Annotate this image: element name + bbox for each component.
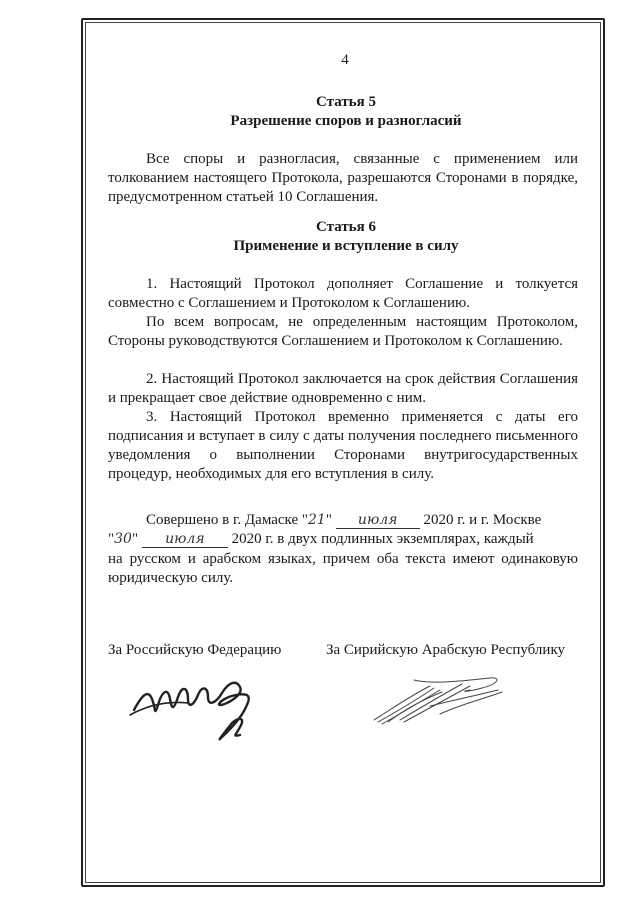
article6-paragraph-2: По всем вопросам, не определенным настоящим Протоколом, Стороны руководствуются Соглашением и Протоколом к Соглашению.	[108, 314, 578, 349]
signature-label-syria: За Сирийскую Арабскую Республику	[326, 642, 566, 658]
closing-line-1	[146, 512, 541, 529]
article6-paragraph-1: 1. Настоящий Протокол дополняет Соглашение и толкуется совместно с Соглашением и Протоколом к Соглашению.	[108, 276, 578, 311]
article6-subtitle: Применение и вступление в силу	[233, 238, 459, 254]
closing-rest: на русском и арабском языках, причем оба текста имеют одинаковую юридическую силу.	[108, 551, 578, 586]
article6-paragraph-4: 3. Настоящий Протокол временно применяется с даты его подписания и вступает в силу с даты получения последнего письменного уведомления о выполнении Сторонами внутригосударственных процедур, необходимых для его вступления в силу.	[108, 409, 578, 482]
article6-paragraph-3: 2. Настоящий Протокол заключается на срок действия Соглашения и прекращает свое действие одновременно с ним.	[108, 371, 578, 406]
closing-text-2b: "	[131, 531, 139, 547]
article6-title: Статья 6	[316, 219, 376, 235]
handwritten-month-2: июля	[142, 531, 228, 548]
closing-text-2c: 2020 г. в двух подлинных экземплярах, каждый	[231, 531, 534, 547]
handwritten-day-1: 21	[307, 512, 326, 528]
article5-text: Все споры и разногласия, связанные с применением или толкованием настоящего Протокола, разрешаются Сторонами в порядке, предусмотренном статьей 10 Соглашения.	[108, 151, 578, 205]
signature-label-russia: За Российскую Федерацию	[108, 642, 282, 658]
handwritten-day-2: 30	[114, 531, 132, 547]
closing-line-2	[108, 531, 534, 548]
signature-russia	[128, 665, 278, 750]
closing-text-2a: "	[108, 531, 115, 547]
closing-text-1c: 2020 г. и г. Москве	[423, 512, 542, 528]
article5-title: Статья 5	[316, 94, 376, 110]
closing-text-1a: Совершено в г. Дамаске "	[146, 512, 308, 528]
signature-syria	[370, 670, 520, 730]
closing-text-1b: "	[325, 512, 332, 528]
page-number: 4	[341, 52, 349, 68]
handwritten-month-1: июля	[336, 512, 420, 529]
article5-subtitle: Разрешение споров и разногласий	[230, 113, 462, 129]
